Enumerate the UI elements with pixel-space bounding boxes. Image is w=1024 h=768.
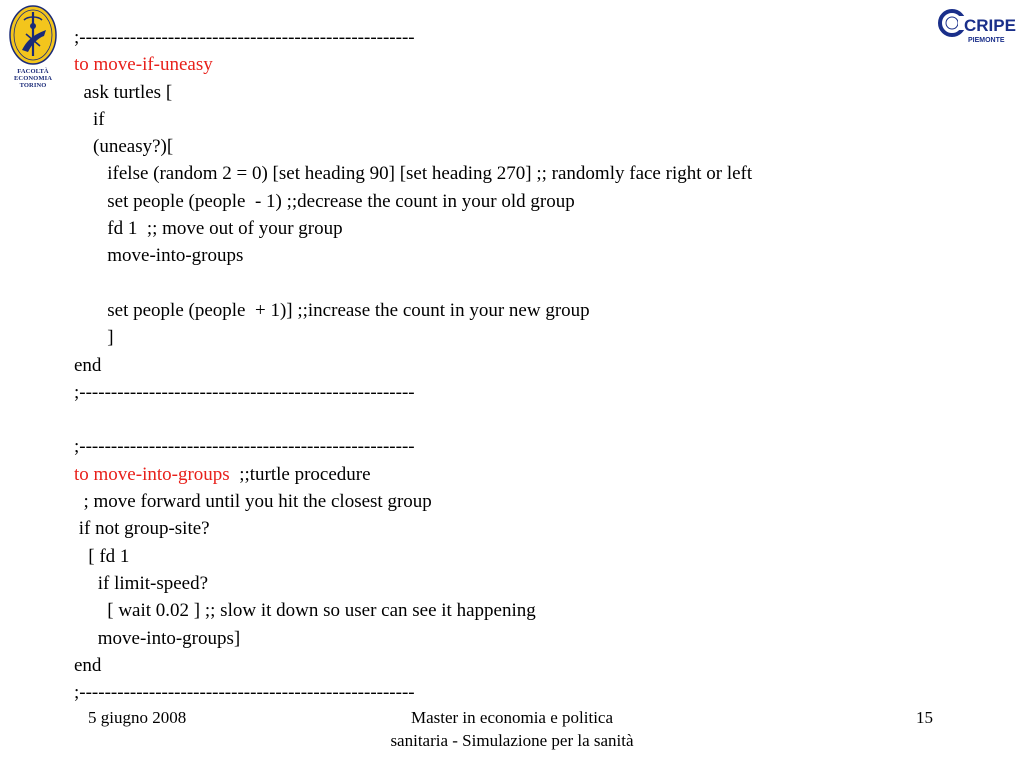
code-text: [ fd 1: [74, 545, 130, 567]
code-line: [74, 106, 974, 133]
code-line: [74, 543, 974, 570]
code-line: [74, 597, 974, 624]
code-line: [74, 270, 974, 297]
code-text: (uneasy?)[: [74, 136, 174, 158]
code-comment: ;;turtle procedure: [229, 463, 371, 485]
code-line: [74, 160, 974, 187]
code-text: if: [74, 108, 105, 130]
code-text: ]: [74, 327, 114, 349]
code-line: [74, 679, 974, 706]
code-line: [74, 433, 974, 460]
faculty-logo: [6, 4, 60, 100]
code-text: ;-----------------------------------------------------: [74, 436, 415, 458]
footer-date: 5 giugno 2008: [88, 708, 187, 727]
faculty-logo-text: [6, 68, 60, 89]
code-line: [74, 297, 974, 324]
code-text: ask turtles [: [74, 81, 173, 103]
code-line: [74, 352, 974, 379]
procedure-name: to move-into-groups: [74, 463, 230, 485]
procedure-name: to move-if-uneasy: [74, 54, 213, 76]
code-text: move-into-groups: [74, 245, 244, 267]
code-line: [74, 515, 974, 542]
code-line: [74, 79, 974, 106]
code-text: if not group-site?: [74, 518, 210, 540]
faculty-logo-line: ECONOMIA: [14, 75, 52, 82]
page-number: 15: [916, 708, 933, 727]
code-line: [74, 51, 974, 78]
code-text: set people (people - 1) ;;decrease the count in your old group: [74, 190, 575, 212]
code-line: [74, 625, 974, 652]
code-line: [74, 461, 974, 488]
code-text: fd 1 ;; move out of your group: [74, 218, 343, 240]
code-text: [ wait 0.02 ] ;; slow it down so user can see it happening: [74, 600, 536, 622]
footer-title-line: sanitaria - Simulazione per la sanità: [390, 731, 634, 750]
code-line: [74, 406, 974, 433]
code-line: [74, 488, 974, 515]
code-text: ; move forward until you hit the closest group: [74, 491, 432, 513]
faculty-logo-line: TORINO: [19, 82, 47, 89]
code-line: [74, 215, 974, 242]
code-text: end: [74, 354, 102, 376]
code-line: [74, 133, 974, 160]
code-text: if limit-speed?: [74, 572, 209, 594]
code-line: [74, 570, 974, 597]
code-text: ;-----------------------------------------------------: [74, 27, 415, 48]
code-line: [74, 188, 974, 215]
code-line: [74, 242, 974, 269]
code-listing: [74, 24, 974, 706]
faculty-logo-line: FACOLTÀ: [17, 68, 49, 75]
cripe-logo-word: CRIPE: [964, 16, 1016, 35]
code-text: end: [74, 654, 102, 676]
code-line: [74, 652, 974, 679]
cripe-logo-sub: PIEMONTE: [968, 37, 1005, 44]
code-line: [74, 24, 974, 51]
footer-title-line: Master in economia e politica: [410, 708, 614, 727]
code-text: set people (people + 1)] ;;increase the count in your new group: [74, 299, 590, 321]
code-line: [74, 379, 974, 406]
code-line: [74, 324, 974, 351]
faculty-seal-icon: [8, 4, 58, 66]
footer-title: [352, 706, 672, 752]
code-text: ;-----------------------------------------------------: [74, 381, 415, 403]
code-text: move-into-groups]: [74, 627, 241, 649]
code-text: ifelse (random 2 = 0) [set heading 90] [set heading 270] ;; randomly face right or left: [74, 163, 753, 185]
code-text: ;-----------------------------------------------------: [74, 682, 415, 704]
slide-footer: [0, 706, 1024, 766]
